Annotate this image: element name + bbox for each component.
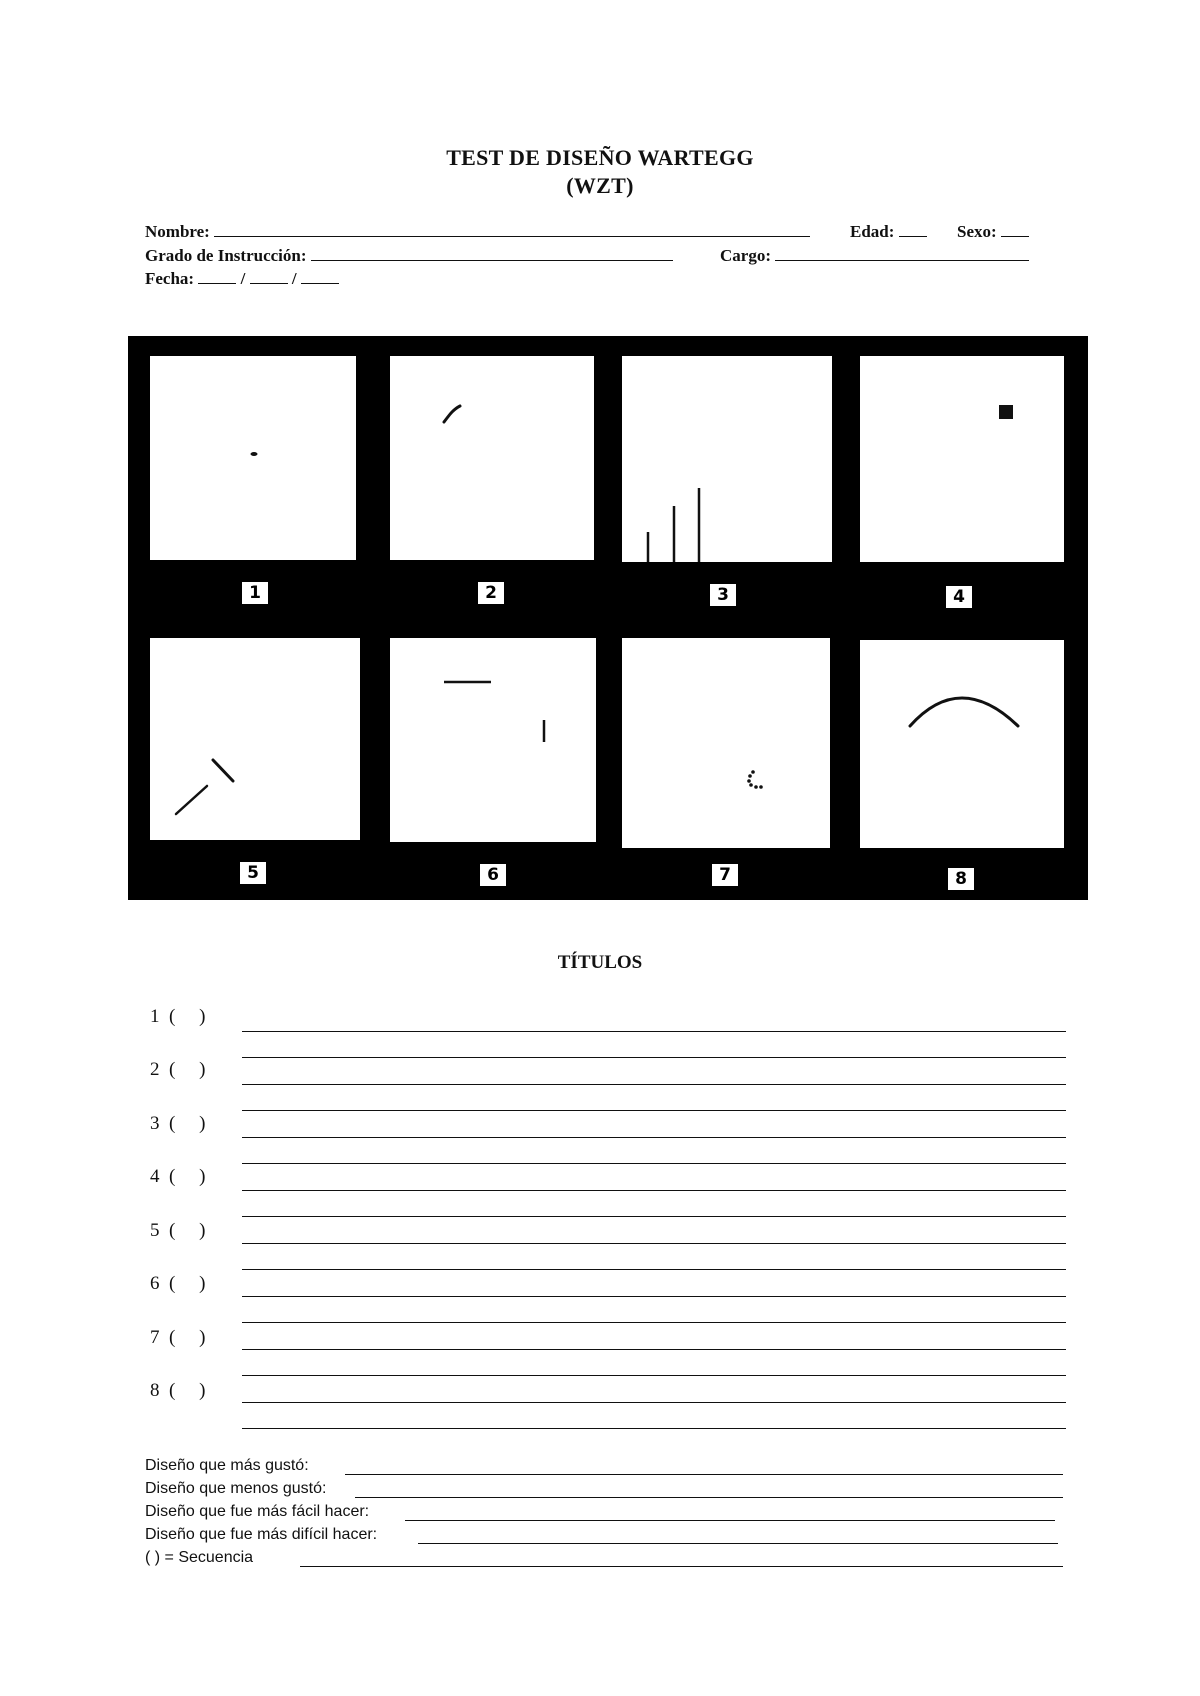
menos-gusto-field[interactable] — [355, 1497, 1063, 1498]
cargo-row — [720, 246, 1029, 266]
titulo-item-5 — [150, 1220, 230, 1242]
titulo-writing-line[interactable] — [242, 1163, 1066, 1164]
titulo-number: 1 — [150, 1006, 160, 1027]
box-label-8: 8 — [948, 868, 974, 890]
edad-field[interactable] — [899, 222, 927, 237]
titulo-writing-line[interactable] — [242, 1322, 1066, 1323]
box-label-6: 6 — [480, 864, 506, 886]
titulo-paren[interactable]: ( ) — [169, 1113, 206, 1134]
titulo-paren[interactable]: ( ) — [169, 1327, 206, 1348]
title-line-2: (WZT) — [566, 173, 634, 198]
titulo-number: 3 — [150, 1113, 160, 1134]
titulo-number: 4 — [150, 1166, 160, 1187]
fecha-day-field[interactable] — [198, 269, 236, 284]
stimulus-perpendicular-lines — [390, 638, 596, 842]
fecha-separator: / — [240, 269, 246, 288]
sexo-row — [957, 222, 1029, 242]
titulo-writing-line[interactable] — [242, 1243, 1066, 1244]
nombre-field[interactable] — [214, 222, 810, 237]
box-label-2: 2 — [478, 582, 504, 604]
titulo-number: 7 — [150, 1327, 160, 1348]
box-label-3: 3 — [710, 584, 736, 606]
cargo-label: Cargo: — [720, 246, 771, 265]
mas-gusto-field[interactable] — [345, 1474, 1063, 1475]
stimulus-diagonal-lines — [150, 638, 360, 840]
edad-label: Edad: — [850, 222, 895, 241]
drawing-box-4[interactable] — [860, 356, 1064, 562]
fecha-year-field[interactable] — [301, 269, 339, 284]
titulo-paren[interactable]: ( ) — [169, 1220, 206, 1241]
mas-facil-field[interactable] — [405, 1520, 1055, 1521]
titulo-writing-line[interactable] — [242, 1349, 1066, 1350]
titulo-writing-line[interactable] — [242, 1428, 1066, 1429]
titulo-item-3 — [150, 1113, 230, 1135]
titulo-writing-line[interactable] — [242, 1190, 1066, 1191]
nombre-row — [145, 222, 810, 242]
drawing-panel — [128, 336, 1088, 900]
fecha-month-field[interactable] — [250, 269, 288, 284]
titulo-item-6 — [150, 1273, 230, 1295]
edad-row — [850, 222, 927, 242]
titulo-writing-line[interactable] — [242, 1110, 1066, 1111]
box-label-1: 1 — [242, 582, 268, 604]
drawing-box-7[interactable] — [622, 638, 830, 848]
sexo-field[interactable] — [1001, 222, 1029, 237]
mas-dificil-label: Diseño que fue más difícil hacer: — [145, 1526, 378, 1543]
box-label-7: 7 — [712, 864, 738, 886]
grado-label: Grado de Instrucción: — [145, 246, 307, 265]
drawing-box-6[interactable] — [390, 638, 596, 842]
drawing-box-3[interactable] — [622, 356, 832, 562]
titulo-paren[interactable]: ( ) — [169, 1006, 206, 1027]
titulo-number: 5 — [150, 1220, 160, 1241]
titulo-writing-line[interactable] — [242, 1402, 1066, 1403]
box-label-5: 5 — [240, 862, 266, 884]
secuencia-field[interactable] — [300, 1566, 1063, 1567]
titulo-writing-line[interactable] — [242, 1031, 1066, 1032]
grado-row — [145, 246, 673, 266]
titulo-item-7 — [150, 1327, 230, 1349]
titulo-writing-line[interactable] — [242, 1296, 1066, 1297]
stimulus-black-square — [860, 356, 1064, 562]
mas-facil-label: Diseño que fue más fácil hacer: — [145, 1503, 370, 1520]
menos-gusto-label: Diseño que menos gustó: — [145, 1480, 327, 1497]
drawing-box-1[interactable] — [150, 356, 356, 560]
titulo-writing-line[interactable] — [242, 1057, 1066, 1058]
titulo-writing-line[interactable] — [242, 1084, 1066, 1085]
mas-gusto-label: Diseño que más gustó: — [145, 1457, 309, 1474]
titulo-item-8 — [150, 1380, 230, 1402]
titulo-paren[interactable]: ( ) — [169, 1273, 206, 1294]
drawing-box-8[interactable] — [860, 640, 1064, 848]
titulo-item-1 — [150, 1006, 230, 1028]
titulo-number: 2 — [150, 1059, 160, 1080]
title-line-1: TEST DE DISEÑO WARTEGG — [446, 145, 754, 170]
titulo-writing-line[interactable] — [242, 1375, 1066, 1376]
document-title — [0, 144, 1200, 200]
fecha-label: Fecha: — [145, 269, 195, 288]
stimulus-arc — [860, 640, 1064, 848]
titulos-heading: TÍTULOS — [557, 952, 643, 973]
fecha-row — [145, 269, 339, 289]
titulo-paren[interactable]: ( ) — [169, 1059, 206, 1080]
box-label-4: 4 — [946, 586, 972, 608]
sexo-label: Sexo: — [957, 222, 997, 241]
titulo-paren[interactable]: ( ) — [169, 1380, 206, 1401]
stimulus-ascending-bars — [622, 356, 832, 562]
stimulus-wavy-line — [390, 356, 594, 560]
stimulus-dot — [150, 356, 356, 560]
grado-field[interactable] — [311, 246, 673, 261]
secuencia-label: ( ) = Secuencia — [145, 1549, 254, 1566]
drawing-box-5[interactable] — [150, 638, 360, 840]
titulo-item-4 — [150, 1166, 230, 1188]
titulo-item-2 — [150, 1059, 230, 1081]
cargo-field[interactable] — [775, 246, 1029, 261]
titulo-number: 8 — [150, 1380, 160, 1401]
titulo-number: 6 — [150, 1273, 160, 1294]
drawing-box-2[interactable] — [390, 356, 594, 560]
titulo-writing-line[interactable] — [242, 1216, 1066, 1217]
titulo-paren[interactable]: ( ) — [169, 1166, 206, 1187]
mas-dificil-field[interactable] — [418, 1543, 1058, 1544]
stimulus-dotted-curve — [622, 638, 830, 848]
titulo-writing-line[interactable] — [242, 1269, 1066, 1270]
nombre-label: Nombre: — [145, 222, 210, 241]
titulo-writing-line[interactable] — [242, 1137, 1066, 1138]
fecha-separator: / — [291, 269, 297, 288]
